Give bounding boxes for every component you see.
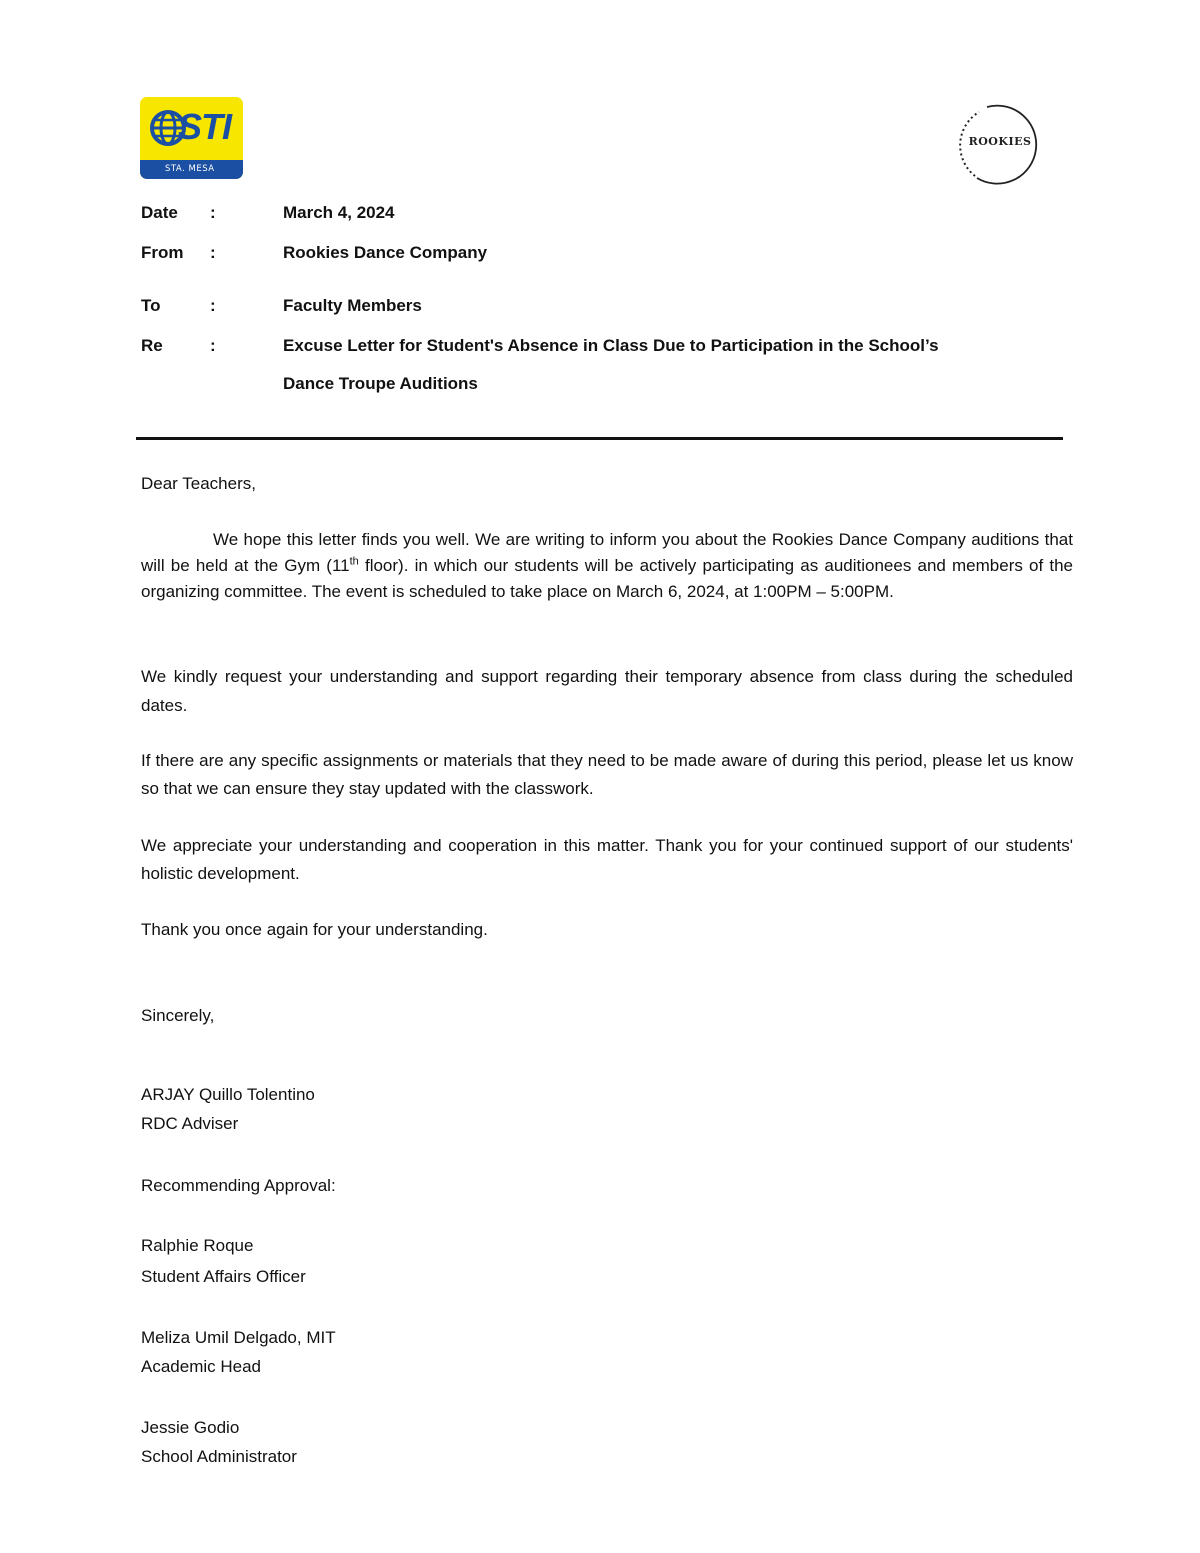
- sti-campus-label: STA. MESA: [165, 164, 215, 174]
- administrator-title: School Administrator: [141, 1447, 297, 1466]
- to-colon: :: [210, 296, 216, 315]
- administrator-name: Jessie Godio: [141, 1418, 240, 1437]
- paragraph-intro: [141, 527, 1073, 605]
- to-label: To: [141, 296, 161, 315]
- recommending-approval-label: Recommending Approval:: [141, 1176, 336, 1195]
- sti-logo: [140, 97, 243, 179]
- date-label: Date: [141, 203, 178, 222]
- paragraph-intro-part2: floor). in which our students will be actively participating as auditionees and members of the organizing committee. The event is scheduled to take place on March 6, 2024, at 1:00PM – 5:00PM.: [141, 556, 1073, 601]
- closing: Sincerely,: [141, 1006, 215, 1025]
- salutation: Dear Teachers,: [141, 474, 256, 493]
- adviser-name: ARJAY Quillo Tolentino: [141, 1085, 315, 1104]
- re-label: Re: [141, 336, 163, 355]
- re-value-line2: Dance Troupe Auditions: [283, 374, 478, 393]
- sao-name: Ralphie Roque: [141, 1236, 254, 1255]
- from-value: Rookies Dance Company: [283, 243, 488, 262]
- rookies-logo-text: ROOKIES: [968, 135, 1032, 148]
- from-label: From: [141, 243, 184, 262]
- paragraph-request: We kindly request your understanding and support regarding their temporary absence from class during the scheduled dates.: [141, 667, 1073, 715]
- to-value: Faculty Members: [283, 296, 422, 315]
- rookies-logo: [957, 102, 1043, 188]
- re-value-line1: Excuse Letter for Student's Absence in Class Due to Participation in the School’s: [283, 336, 939, 355]
- paragraph-appreciation: We appreciate your understanding and cooperation in this matter. Thank you for your continued support of our students' holistic development.: [141, 836, 1073, 883]
- paragraph-assignments: If there are any specific assignments or materials that they need to be made aware of during this period, please let us know so that we can ensure they stay updated with the classwork.: [141, 751, 1073, 798]
- academic-head-name: Meliza Umil Delgado, MIT: [141, 1328, 336, 1347]
- academic-head-title: Academic Head: [141, 1357, 262, 1376]
- date-colon: :: [210, 203, 216, 222]
- from-colon: :: [210, 243, 216, 262]
- re-colon: :: [210, 336, 216, 355]
- ordinal-suffix: th: [349, 555, 359, 568]
- paragraph-intro-part1: We hope this letter finds you well. We are writing to inform you about the Rookies Dance Company auditions that will be held at the Gym (11: [141, 530, 1073, 575]
- header-divider: [136, 437, 1063, 440]
- sti-campus-band: [140, 160, 243, 179]
- sao-title: Student Affairs Officer: [141, 1267, 306, 1286]
- date-value: March 4, 2024: [283, 203, 395, 222]
- paragraph-thanks: Thank you once again for your understanding.: [141, 920, 488, 939]
- sti-logo-text: STI: [178, 106, 232, 147]
- adviser-title: RDC Adviser: [141, 1114, 239, 1133]
